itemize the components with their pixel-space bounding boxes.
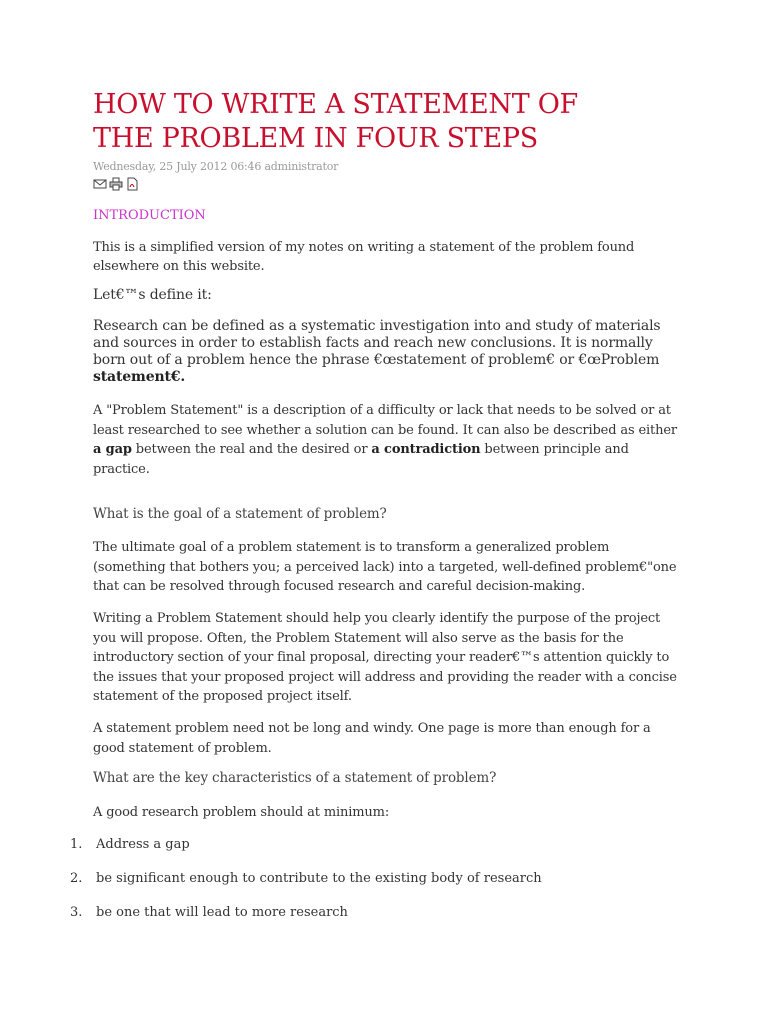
definition-text: Research can be defined as a systematic investigation into and study of materials and sources in order to establish facts and reach new conclusions. It is normally born out of a problem hence the phrase €œstatement of problem€ or €œProblem <box>93 318 661 368</box>
goal-question: What is the goal of a statement of problem? <box>93 506 387 522</box>
list-number: 1. <box>70 837 83 852</box>
ps-text-d: between principle and practice. <box>93 442 629 477</box>
list-number: 3. <box>70 905 83 920</box>
title-line-2: THE PROBLEM IN FOUR STEPS <box>93 123 538 154</box>
list-text: be significant enough to contribute to the existing body of research <box>96 871 542 886</box>
list-text: Address a gap <box>96 837 190 852</box>
ps-text-a: A "Problem Statement" is a description of a difficulty or lack that needs to be solved or at least researched to see whether a solution can be found. It can also be described as either <box>93 403 677 438</box>
article-title <box>93 88 733 156</box>
problem-statement-paragraph <box>93 401 683 479</box>
section-heading: INTRODUCTION <box>93 208 206 223</box>
list-item <box>70 871 542 886</box>
minimum-intro: A good research problem should at minimum: <box>93 805 390 820</box>
length-paragraph: A statement problem need not be long and windy. One page is more than enough for a good statement of problem. <box>93 721 651 756</box>
article-actions <box>93 177 139 191</box>
characteristics-question: What are the key characteristics of a statement of problem? <box>93 770 497 786</box>
definition-bold-tail: statement€. <box>93 369 186 385</box>
list-item <box>70 837 190 852</box>
list-number: 2. <box>70 871 83 886</box>
purpose-paragraph: Writing a Problem Statement should help you clearly identify the purpose of the project you will propose. Often, the Problem Statement will also serve as the basis for the introductory section of your final proposal, directing your reader€™s attention quickly to the issues that your proposed project will address and providing the reader with a concise statement of the proposed project itself. <box>93 611 677 704</box>
list-text: be one that will lead to more research <box>96 905 348 920</box>
ps-bold-contradiction: a contradiction <box>371 442 481 457</box>
ps-bold-gap: a gap <box>93 442 132 457</box>
article-meta: Wednesday, 25 July 2012 06:46 administrator <box>93 160 339 173</box>
goal-paragraph: The ultimate goal of a problem statement is to transform a generalized problem (something that bothers you; a perceived lack) into a targeted, well-defined problem€"one that can be resolved through focused research and careful decision-making. <box>93 540 677 594</box>
email-icon[interactable] <box>93 177 107 191</box>
definition-paragraph <box>93 318 683 386</box>
intro-paragraph: This is a simplified version of my notes on writing a statement of the problem found elsewhere on this website. <box>93 240 635 274</box>
list-item <box>70 905 348 920</box>
title-line-1: HOW TO WRITE A STATEMENT OF <box>93 89 578 120</box>
print-icon[interactable] <box>109 177 123 191</box>
pdf-icon[interactable] <box>125 177 139 191</box>
ps-text-c: between the real and the desired or <box>131 442 372 457</box>
define-heading: Let€™s define it: <box>93 287 212 303</box>
